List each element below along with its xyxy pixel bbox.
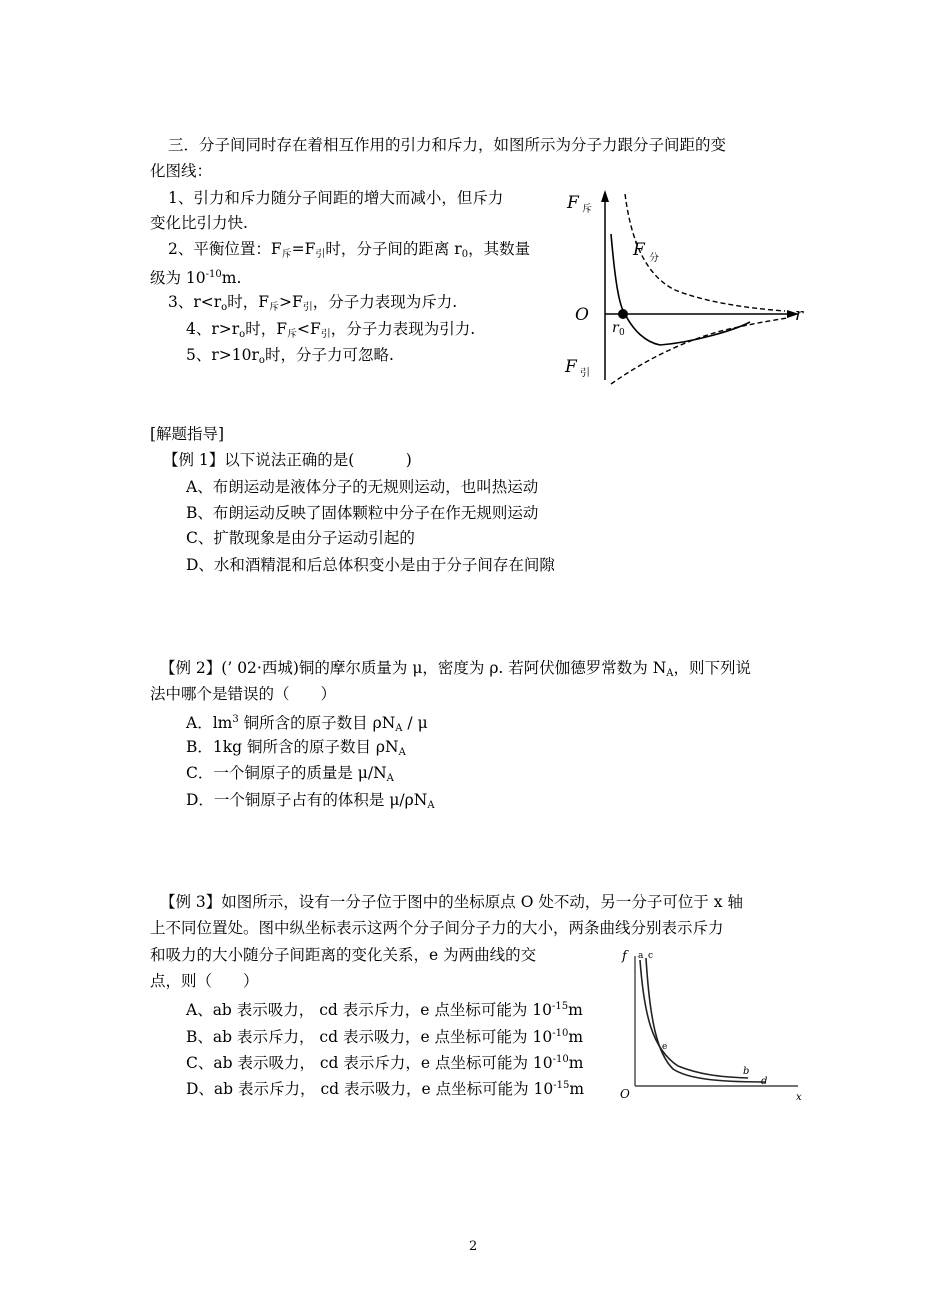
example2-title-line1 — [160, 657, 751, 685]
section3-point4 — [186, 318, 475, 346]
point3-text-mid: 时，F — [227, 293, 269, 311]
label-f: f — [622, 949, 627, 964]
label-f-repulsive: F — [567, 193, 579, 213]
example3-optB-unit: m — [568, 1028, 584, 1046]
label-origin: O — [575, 305, 589, 325]
label-e: e — [662, 1042, 668, 1052]
label-origin: O — [620, 1087, 630, 1101]
example3-optB-text: B、ab 表示斥力， cd 表示吸力，e 点坐标可能为 10 — [186, 1028, 553, 1046]
example2-title-post: ，则下列说 — [673, 659, 752, 677]
section3-point5 — [186, 344, 394, 372]
point4-sub-rep: 斥 — [286, 329, 297, 340]
section3-point2 — [168, 238, 530, 266]
point1-text: 1、引力和斥力随分子间距的增大而减小，但斥力 — [168, 189, 504, 207]
example3-optD-unit: m — [569, 1080, 585, 1098]
example1-title: 【例 1】以下说法正确的是( ) — [163, 451, 412, 469]
example2-optD-text: D．一个铜原子占有的体积是 μ/ρN — [186, 791, 428, 809]
label-b: b — [743, 1066, 750, 1077]
label-f-net-sub: 分 — [649, 253, 659, 264]
example3-option-c — [186, 1049, 583, 1074]
point2-text-post: ，其数量 — [468, 240, 531, 258]
curve-ab — [640, 960, 748, 1078]
section3-point3 — [168, 291, 457, 319]
example2-option-b — [186, 736, 406, 764]
point4-sub-att: 引 — [320, 329, 331, 340]
point2-sub-zero: 0 — [461, 249, 469, 260]
example3-optD-text: D、ab 表示斥力， cd 表示吸力，e 点坐标可能为 10 — [186, 1080, 554, 1098]
example2-optA-post: / μ — [402, 714, 428, 732]
point4-text: 4、r>r — [186, 320, 240, 338]
point3-text-mid2: >F — [278, 293, 303, 311]
example3-optC-unit: m — [568, 1054, 584, 1072]
point2b-exponent: -10 — [205, 269, 222, 280]
point4-sub-o: o — [239, 329, 246, 340]
point2b-text: 级为 10 — [150, 269, 206, 287]
point3-text: 3、r<r — [168, 293, 222, 311]
label-f-attractive: F — [565, 357, 577, 377]
point3-text-post: ，分子力表现为斥力. — [312, 293, 458, 311]
example2-option-c — [186, 762, 394, 790]
label-d: d — [761, 1076, 768, 1087]
example3-optD-exp: -15 — [553, 1080, 570, 1091]
example2-optA-exp: 3 — [232, 714, 239, 725]
section3-point1 — [168, 187, 503, 209]
example1-option-b: B、布朗运动反映了固体颗粒中分子在作无规则运动 — [186, 504, 539, 522]
point3-sub-rep: 斥 — [268, 302, 279, 313]
point2b-unit: m. — [221, 269, 242, 287]
y-axis-arrow — [601, 190, 609, 202]
label-a: a — [638, 951, 644, 961]
molecular-force-diagram — [555, 180, 815, 390]
label-f-attractive-sub: 引 — [580, 368, 590, 379]
example2-optC-sub: A — [386, 773, 394, 784]
example2-optB-sub: A — [398, 747, 406, 758]
example3-optA-unit: m — [568, 1001, 583, 1019]
point4-text-post: ，分子力表现为引力. — [330, 320, 476, 338]
example3-optA-text: A、ab 表示吸力， cd 表示斥力，e 点坐标可能为 10 — [186, 1001, 552, 1019]
point5-sub-o: o — [258, 355, 265, 366]
example2-optB-text: B．1kg 铜所含的原子数目 ρN — [186, 738, 399, 756]
point4-text-mid2: <F — [296, 320, 321, 338]
label-r0: r — [612, 320, 619, 336]
example2-title-text: 【例 2】(’ 02·西城)铜的摩尔质量为 μ，密度为 ρ. 若阿伏伽德罗常数为 N — [160, 659, 667, 677]
example2-title-line2: 法中哪个是错误的（ ） — [150, 685, 337, 703]
example3-option-d — [186, 1075, 584, 1100]
point2-text-mid: =F — [291, 240, 316, 258]
force-distance-diagram — [618, 944, 808, 1104]
example3-title-line4: 点，则（ ） — [150, 972, 259, 990]
example3-optC-exp: -10 — [552, 1054, 569, 1065]
example2-optD-sub: A — [427, 800, 435, 811]
point2-sub-att: 引 — [315, 249, 326, 260]
label-x: x — [796, 1092, 802, 1103]
point5-text-post: 时，分子力可忽略. — [264, 346, 394, 364]
example3-optC-text: C、ab 表示吸力， cd 表示斥力，e 点坐标可能为 10 — [186, 1054, 553, 1072]
point2-sub-rep: 斥 — [281, 249, 292, 260]
point3-sub-o: o — [221, 302, 228, 313]
section3-point1-cont: 变化比引力快. — [150, 214, 248, 232]
example1-option-d: D、水和酒精混和后总体积变小是由于分子间存在间隙 — [186, 556, 555, 574]
point3-sub-att: 引 — [302, 302, 313, 313]
label-r0-sub: 0 — [619, 328, 625, 338]
point5-text: 5、r>10r — [186, 346, 259, 364]
example2-option-d — [186, 789, 435, 817]
example2-optA-sub: A — [395, 723, 403, 734]
example3-option-a — [186, 996, 583, 1021]
equilibrium-point — [618, 309, 628, 319]
example1-option-c: C、扩散现象是由分子运动引起的 — [186, 529, 415, 547]
section3-intro-line2: 化图线： — [150, 162, 213, 180]
example3-option-b — [186, 1023, 583, 1048]
example3-title-line1: 【例 3】如图所示，设有一分子位于图中的坐标原点 O 处不动，另一分子可位于 x 轴 — [160, 893, 743, 911]
example2-optA-text: A．lm — [186, 714, 233, 732]
label-r-axis: r — [795, 305, 804, 325]
section3-intro-line1: 三．分子间同时存在着相互作用的引力和斥力，如图所示为分子力跟分子间距的变 — [168, 136, 727, 154]
example3-optA-exp: -15 — [552, 1001, 569, 1012]
guide-heading: [解题指导] — [150, 425, 225, 443]
example3-title-line2: 上不同位置处。图中纵坐标表示这两个分子间分子力的大小，两条曲线分别表示斥力 — [150, 919, 724, 937]
example3-optB-exp: -10 — [552, 1028, 569, 1039]
point2-text-mid2: 时，分子间的距离 r — [325, 240, 462, 258]
example2-optA-mid: 铜所含的原子数目 ρN — [238, 714, 396, 732]
attractive-force-curve — [611, 318, 787, 384]
curve-cd — [646, 958, 766, 1082]
example2-title-sub: A — [666, 668, 674, 679]
example1-option-a: A、布朗运动是液体分子的无规则运动，也叫热运动 — [186, 478, 539, 496]
label-f-repulsive-sub: 斥 — [582, 204, 592, 215]
label-f-net: F — [633, 240, 645, 260]
point2-text: 2、平衡位置：F — [168, 240, 282, 258]
page-number: 2 — [469, 1239, 478, 1254]
point4-text-mid: 时，F — [245, 320, 287, 338]
label-c: c — [648, 951, 654, 961]
example2-optC-text: C．一个铜原子的质量是 μ/N — [186, 764, 387, 782]
example3-title-line3: 和吸力的大小随分子间距离的变化关系，e 为两曲线的交 — [150, 946, 537, 964]
section3-point2-cont — [150, 264, 241, 289]
